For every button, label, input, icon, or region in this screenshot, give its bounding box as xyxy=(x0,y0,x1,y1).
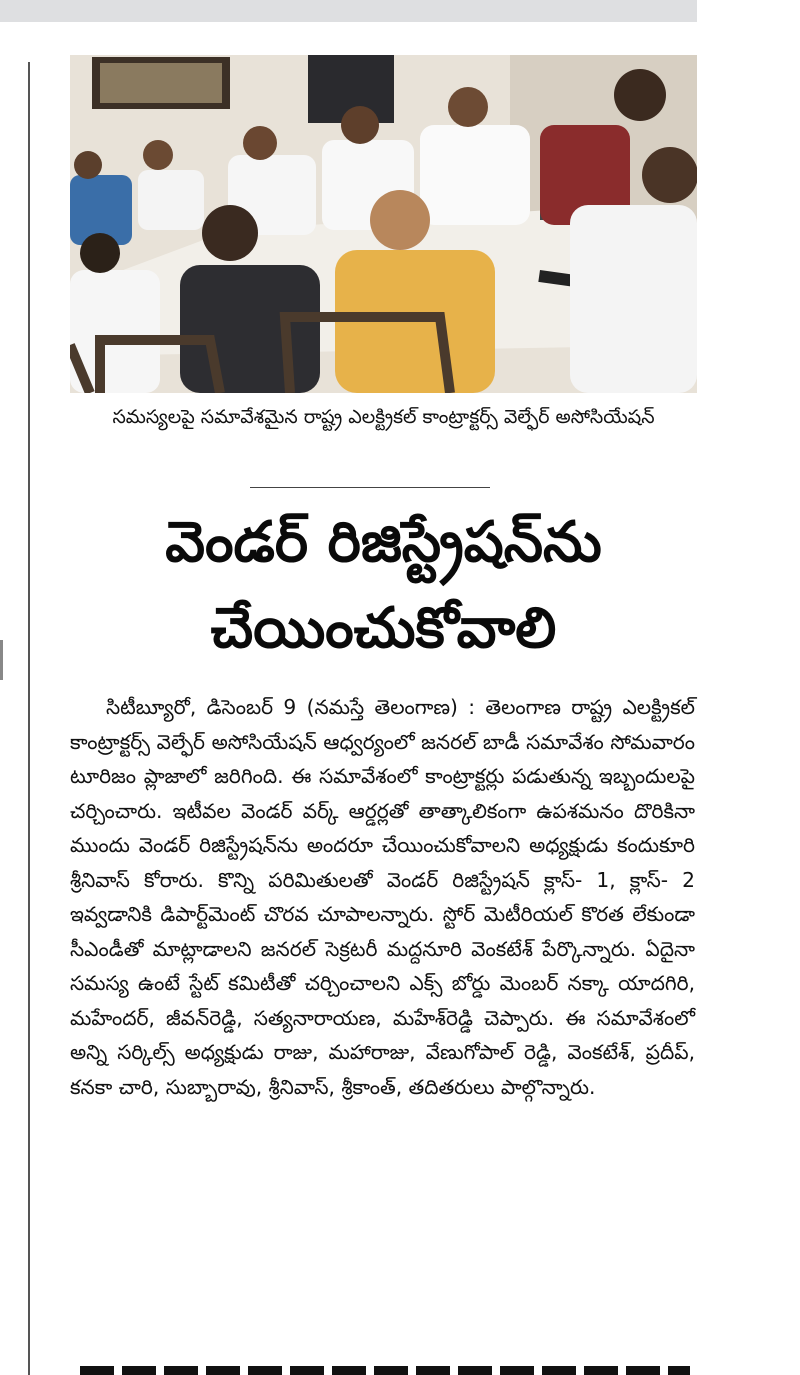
caption-underline xyxy=(250,487,490,488)
next-article-headline-cropped xyxy=(80,1360,690,1375)
margin-mark xyxy=(0,640,3,680)
meeting-photo xyxy=(70,55,697,393)
headline: వెండర్ రిజిస్ట్రేషన్‌ను చేయించుకోవాలి xyxy=(165,510,602,661)
article-paragraph: సిటీబ్యూరో, డిసెంబర్ 9 (నమస్తే తెలంగాణ) : తెలంగాణ రాష్ట్ర ఎలక్ట్రికల్ కాంట్రాక్టర్స్ వెల్ఫేర్ అసోసియేషన్ ఆధ్వర్యంలో జనరల్ బాడీ సమావేశం సోమవారం టూరిజం ప్లాజాలో జరిగింది. ఈ సమావేశంలో కాంట్రాక్టర్లు పడుతున్న ఇబ్బందులపై చర్చించారు. ఇటీవల వెండర్ వర్క్ ఆర్డర్లతో తాత్కాలికంగా ఉపశమనం దొరికినా ముందు వెండర్ రిజిస్ట్రేషన్‌ను అందరూ చేయించుకోవాలని అధ్యక్షుడు కందుకూరి శ్రీనివాస్ కోరారు. కొన్ని పరిమితులతో వెండర్ రిజిస్ట్రేషన్ క్లాస్- 1, క్లాస్- 2 ఇవ్వడానికి డిపార్ట్‌మెంట్ చొరవ చూపాలన్నారు. స్టోర్ మెటీరియల్ కొరత లేకుండా సీఎండీతో మాట్లాడాలని జనరల్ సెక్రటరీ మద్దనూరి వెంకటేశ్ పేర్కొన్నారు. ఏదైనా సమస్య ఉంటే స్టేట్ కమిటీతో చర్చించాలని ఎక్స్ బోర్డు మెంబర్ నక్కా యాదగిరి, మహేందర్, జీవన్‌రెడ్డి, సత్యనారాయణ, మహేశ్‌రెడ్డి చెప్పారు. ఈ సమావేశంలో అన్ని సర్కిల్స్ అధ్యక్షుడు రాజు, మహారాజు, వేణుగోపాల్ రెడ్డి, వెంకటేశ్, ప్రదీప్, కనకా చారి, సుబ్బారావు, శ్రీనివాస్, శ్రీకాంత్, తదితరులు పాల్గొన్నారు. xyxy=(70,695,695,1099)
photo-caption: సమస్యలపై సమావేశమైన రాష్ట్ర ఎలక్ట్రికల్ కాంట్రాక్టర్స్ వెల్ఫేర్ అసోసియేషన్ xyxy=(112,406,655,428)
page-header-strip xyxy=(0,0,697,22)
column-divider xyxy=(28,62,30,1375)
article-body xyxy=(70,690,695,1104)
